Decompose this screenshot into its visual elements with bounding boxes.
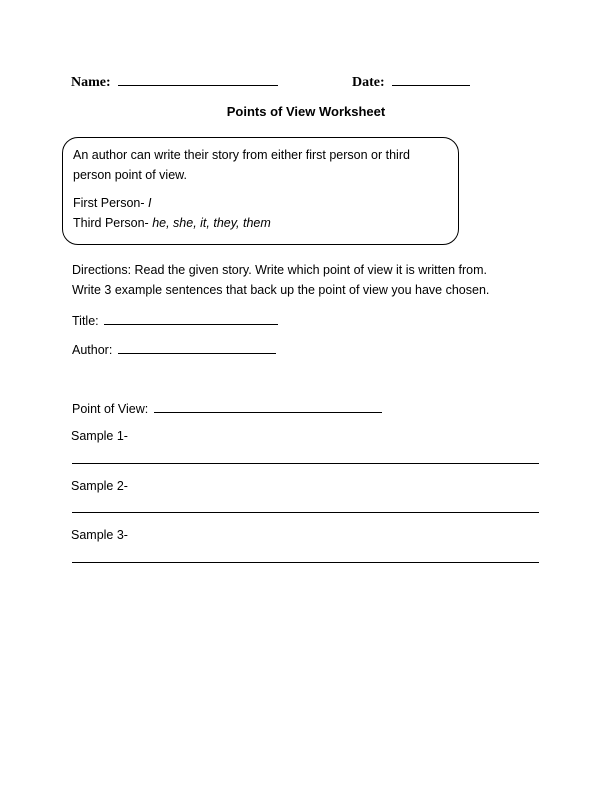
sample-3-label: Sample 3- (71, 528, 128, 542)
author-input-line[interactable] (118, 341, 276, 354)
date-label: Date: (352, 75, 385, 90)
directions-line-2: Write 3 example sentences that back up the point of view you have chosen. (72, 283, 490, 297)
pov-label: Point of View: (72, 402, 149, 416)
author-label: Author: (72, 343, 113, 357)
sample-1-label: Sample 1- (71, 429, 128, 443)
sample-1-input-line[interactable] (72, 463, 539, 464)
intro-line-2: person point of view. (73, 168, 187, 182)
third-person-label: Third Person- (73, 216, 153, 230)
page-title: Points of View Worksheet (226, 104, 386, 119)
name-label: Name: (71, 75, 111, 90)
date-field (352, 73, 470, 91)
date-input-line[interactable] (392, 73, 470, 86)
third-person-row (73, 215, 271, 231)
third-person-pronouns: he, she, it, they, them (152, 216, 271, 230)
intro-line-1: An author can write their story from either first person or third (73, 148, 410, 162)
name-field (71, 73, 278, 91)
sample-3-input-line[interactable] (72, 562, 539, 563)
title-label: Title: (72, 314, 99, 328)
first-person-pronouns: I (148, 196, 152, 210)
sample-2-input-line[interactable] (72, 512, 539, 513)
pov-input-line[interactable] (154, 400, 382, 413)
directions-line-1: Directions: Read the given story. Write which point of view it is written from. (72, 263, 487, 277)
pov-field (72, 400, 382, 417)
sample-2-label: Sample 2- (71, 479, 128, 493)
name-input-line[interactable] (118, 73, 278, 86)
first-person-row (73, 195, 152, 211)
title-field (72, 312, 278, 329)
first-person-label: First Person- (73, 196, 149, 210)
author-field (72, 341, 276, 358)
title-input-line[interactable] (104, 312, 278, 325)
